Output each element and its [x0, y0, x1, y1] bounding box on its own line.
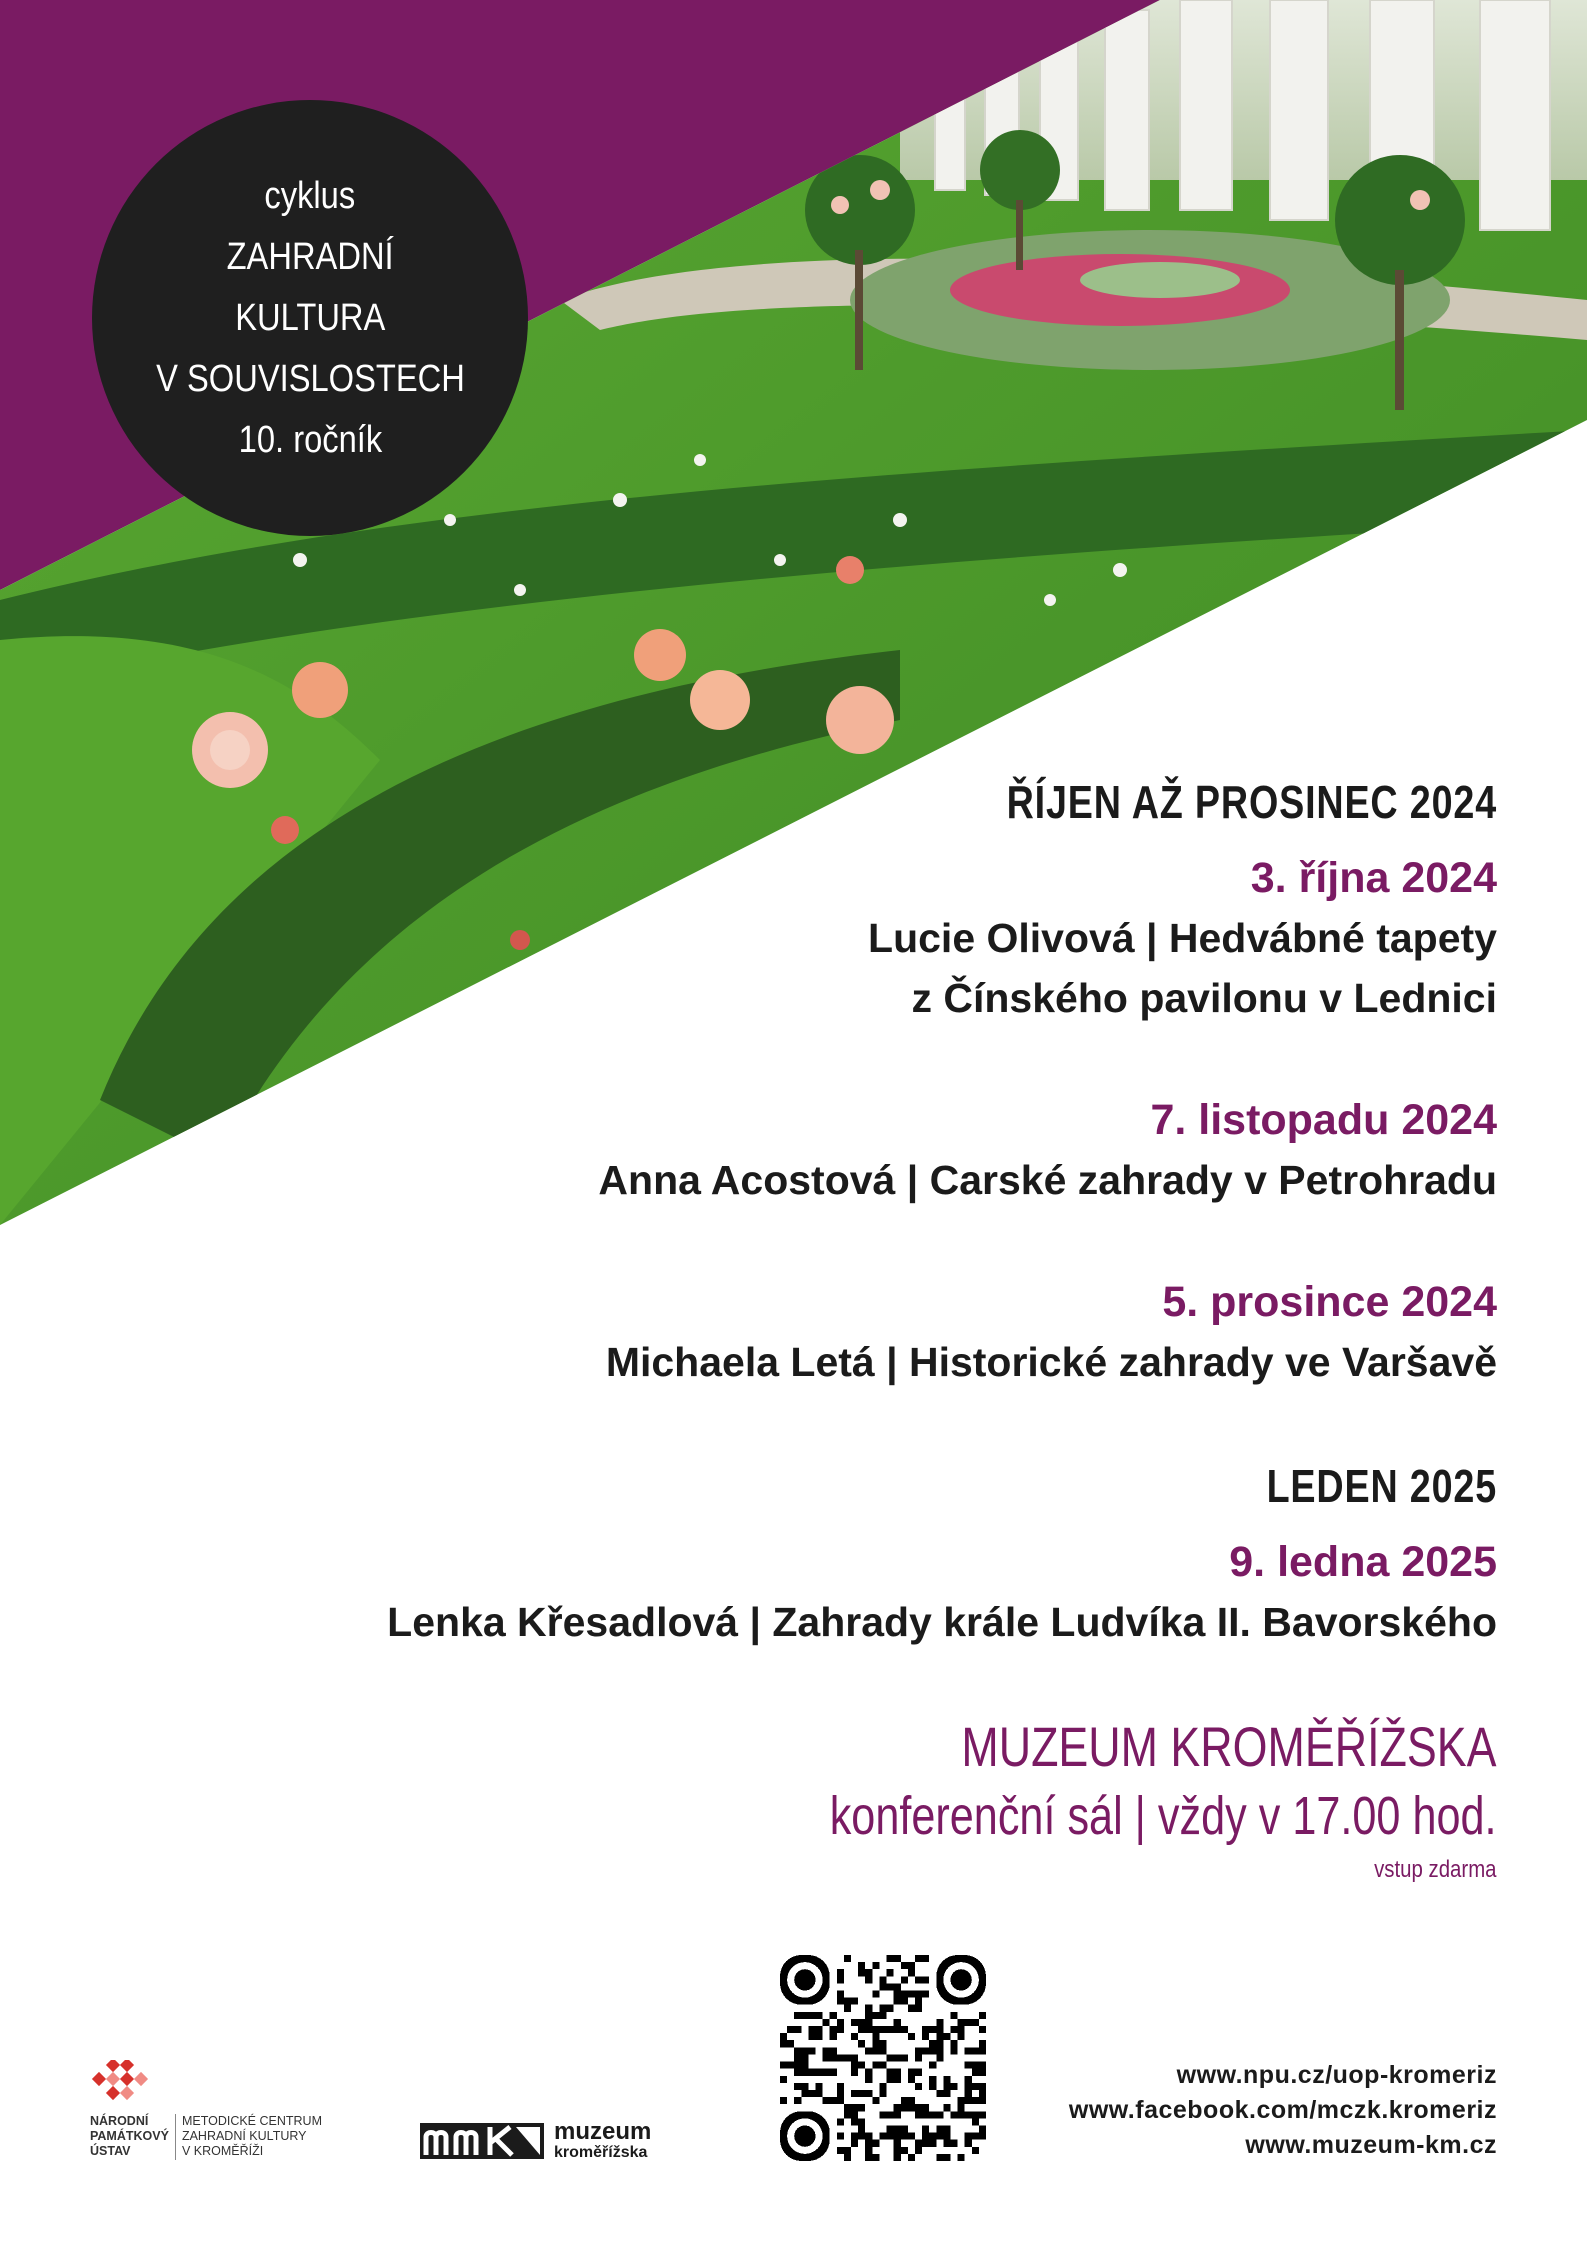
badge-line-5: 10. ročník	[238, 418, 382, 461]
event-title: Lenka Křesadlová | Zahrady krále Ludvíka II. Bavorského	[387, 1599, 1497, 1645]
center-line: METODICKÉ CENTRUM	[181, 2114, 322, 2128]
museum-word: muzeum	[554, 2118, 652, 2145]
event-title: Michaela Letá | Historické zahrady ve Varšavě	[605, 1339, 1497, 1385]
venue-detail: konferenční sál | vždy v 17.00 hod.	[830, 1786, 1497, 1846]
museum-mark-icon	[420, 2123, 544, 2159]
npu-line: ÚSTAV	[90, 2144, 131, 2158]
event-date: 3. října 2024	[1250, 854, 1497, 902]
event-date: 7. listopadu 2024	[1150, 1096, 1497, 1144]
link-museum[interactable]: www.muzeum-km.cz	[1245, 2131, 1497, 2159]
event-date: 9. ledna 2025	[1229, 1538, 1497, 1586]
month-heading: LEDEN 2025	[1266, 1460, 1497, 1512]
museum-wordmark	[554, 2120, 651, 2162]
link-facebook[interactable]: www.facebook.com/mczk.kromeriz	[1068, 2096, 1497, 2124]
npu-mark-icon	[90, 2060, 160, 2108]
badge-line-3: KULTURA	[234, 296, 386, 339]
series-badge	[92, 100, 528, 536]
center-line: ZAHRADNÍ KULTURY	[181, 2129, 307, 2143]
web-links	[1069, 2058, 1497, 2163]
npu-line: PAMÁTKOVÝ	[90, 2129, 169, 2143]
badge-line-2: ZAHRADNÍ	[226, 235, 394, 278]
venue-name: MUZEUM KROMĚŘÍŽSKA	[961, 1715, 1497, 1778]
event-title-cont: z Čínského pavilonu v Lednici	[911, 975, 1497, 1021]
museum-logo	[420, 2120, 651, 2162]
entry-note: vstup zdarma	[1374, 1856, 1497, 1883]
program	[97, 770, 1497, 1652]
badge-line-4: V SOUVISLOSTECH	[155, 357, 465, 400]
center-line: V KROMĚŘÍŽI	[181, 2144, 264, 2158]
npu-name	[90, 2114, 169, 2159]
venue	[663, 1712, 1497, 1886]
center-name	[182, 2114, 322, 2159]
badge-line-1: cyklus	[264, 174, 356, 217]
npu-line: NÁRODNÍ	[90, 2114, 149, 2128]
month-heading: ŘÍJEN AŽ PROSINEC 2024	[1006, 776, 1497, 828]
npu-logo	[90, 2060, 322, 2160]
event-date: 5. prosince 2024	[1162, 1278, 1497, 1326]
museum-subword: kroměřížska	[554, 2144, 648, 2161]
logo-divider	[175, 2114, 176, 2160]
link-npu[interactable]: www.npu.cz/uop-kromeriz	[1176, 2061, 1497, 2089]
event-title: Lucie Olivová | Hedvábné tapety	[868, 915, 1497, 961]
event-title: Anna Acostová | Carské zahrady v Petrohradu	[598, 1157, 1497, 1203]
qr-code[interactable]	[780, 1955, 986, 2161]
